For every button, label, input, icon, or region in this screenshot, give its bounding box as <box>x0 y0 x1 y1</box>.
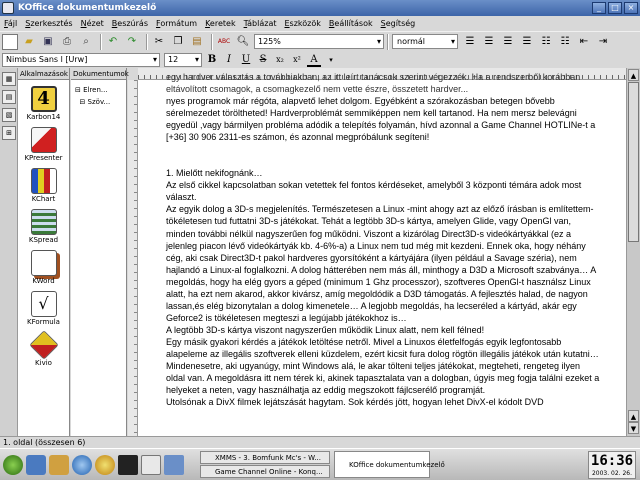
paragraph: Egy másik gyakori kérdés a játékok letöltése netről. Mivel a Linuxos életfelfogás egyik legfontosabb alapeleme az illegális szoftverek elleni küzdelem, ezért kicsit fura dolog rögtön illegális játékok után kutatni… Mindenesetre, aki ugyanúgy, mint Windows alá, le akar tölteni teljes játékokat, megteheti, rengeteg ilyen oldal van. A megoldásra itt nem térek ki, akinek tapasztalata van a dologban, úgyis meg fogja találni ezeket a helyeket a neten, vagy használhatja az eddig megszokott fájlcserélő programját. <box>166 336 600 396</box>
scroll-down-icon[interactable]: ▼ <box>628 422 639 434</box>
app-karbon14[interactable] <box>18 86 69 121</box>
app-label: Kivio <box>35 359 52 367</box>
print-icon[interactable]: ⎙ <box>63 36 71 47</box>
subscript-icon[interactable]: x₂ <box>276 54 284 64</box>
kde-menu-icon[interactable] <box>3 455 23 475</box>
koffice-icon[interactable] <box>164 455 184 475</box>
app-label: KPresenter <box>24 154 63 162</box>
paragraph: Az első cikkel kapcsolatban sokan vetettek fel fontos kérdéseket, amelyből 3 központi témára adok most választ. <box>166 180 582 203</box>
paragraph: Utolsónak a DivX filmek lejátszását hagytam. Sok kérdés jött, hogyan lehet DivX-el kódolt DVD <box>166 397 544 408</box>
font-family-select[interactable]: Nimbus Sans l [Urw] ▾ <box>2 53 160 67</box>
app-kformula[interactable] <box>18 291 69 326</box>
clock-time: 16:36 <box>590 453 634 469</box>
bold-icon[interactable]: B <box>207 53 217 65</box>
document-text[interactable] <box>166 71 600 408</box>
koffice-window-icon[interactable] <box>2 2 14 14</box>
superscript-icon[interactable]: x² <box>293 54 301 64</box>
dropdown-arrow-icon[interactable]: ▾ <box>329 55 333 64</box>
sidebar-tab-applications-icon[interactable]: ▦ <box>2 72 16 86</box>
menu-edit[interactable]: Szerkesztés <box>25 18 73 28</box>
toolbar-separator <box>146 34 148 50</box>
kpresenter-icon <box>31 127 57 153</box>
copy-icon[interactable]: ❐ <box>173 36 183 47</box>
tree-item[interactable]: ⊟ Szöv... <box>75 98 111 106</box>
paragraph-style-select[interactable]: normál ▾ <box>392 34 458 49</box>
align-justify-icon[interactable]: ☰ <box>522 36 532 47</box>
menu-table[interactable]: Táblázat <box>243 18 277 28</box>
window-titlebar <box>0 0 640 16</box>
main-toolbar <box>0 31 640 51</box>
scroll-thumb[interactable] <box>628 82 639 242</box>
scroll-up-icon[interactable]: ▲ <box>628 69 639 81</box>
print-preview-icon[interactable]: ⌕ <box>83 36 89 47</box>
app-kivio[interactable] <box>18 332 69 367</box>
tree-item-label: Elren... <box>83 86 108 94</box>
tree-item-label: Szöv... <box>87 98 111 106</box>
applications-panel <box>18 68 70 436</box>
home-icon[interactable] <box>49 455 69 475</box>
sidebar-tabs <box>0 68 18 436</box>
align-right-icon[interactable]: ☰ <box>503 36 513 47</box>
sidebar-tab-documents-icon[interactable]: ▤ <box>2 90 16 104</box>
blank-line <box>166 155 600 167</box>
find-icon[interactable]: 🔍︎ <box>236 36 250 47</box>
underline-icon[interactable]: U <box>241 53 251 65</box>
format-toolbar <box>0 51 640 68</box>
app-kspread[interactable] <box>18 209 69 244</box>
app-kpresenter[interactable] <box>18 127 69 162</box>
app-label: KWord <box>32 277 55 285</box>
kword-icon <box>31 250 57 276</box>
decrease-indent-icon[interactable]: ⇤ <box>579 36 589 47</box>
strikethrough-icon[interactable]: S <box>259 53 267 65</box>
app-kword[interactable] <box>18 250 69 285</box>
task-list <box>200 451 445 479</box>
documents-panel <box>71 68 127 436</box>
cut-icon[interactable]: ✂ <box>154 36 164 47</box>
menu-frames[interactable]: Keretek <box>205 18 236 28</box>
app-label: Karbon14 <box>26 113 61 121</box>
sidebar-tab-tree-icon[interactable]: ⊞ <box>2 126 16 140</box>
toolbar-separator <box>211 34 213 50</box>
clock-date: 2003. 02. 26. <box>591 470 633 477</box>
document-page[interactable] <box>138 72 626 436</box>
documents-header: Dokumentumok <box>73 70 129 78</box>
kmail-icon[interactable] <box>141 455 161 475</box>
menu-settings[interactable]: Beállítások <box>328 18 373 28</box>
help-icon[interactable] <box>95 455 115 475</box>
menu-format[interactable]: Formátum <box>155 18 198 28</box>
paragraph: Az egyik dolog a 3D-s megjelenítés. Természetesen a Linux -mint ahogy azt az előző írásban is említettem- tökéletesen tud futtatni 3D-s játékokat. Tehát a legtöbb 3D-s kártya, amelyen Glide, vagy OpenGl van, minden további nélkül nagyszerűen fog működni. Viszont a kizárólag Direct3D-s videókártyákkal (ez a jelenleg piacon lévő videókártyák kb. 4-6%-a) a Linux nem tud még mit kezdeni. Ennek oka, hogy néhány cég, aki csak Direct3D-t pakol hardveres gyorsítóként a kártyájára (ilyen például a Savage széria), nem hajlandó a Linux-al foglalkozni. A dolog hátterében nem más áll, minthogy a D3D a Microsoft szabványa… A megoldás, hogy ha elég gyors a géped (minimum 1 Ghz processzor), szoftveres OpenGl-t használsz Linux alatt, ha ezt nem akarod, akkor kivársz, amíg megoldódik a D3D támogatás. A fejlesztés halad, de nagyon lassan,és elég bizonytalan a dolog kimenetele… A legjobb megoldás, ha lecseréled a kártyád, akár egy Geforce2 is tökéletesen megteszi a legújabb játékokhoz is… <box>166 204 596 323</box>
numbered-list-icon[interactable]: ☷ <box>560 36 570 47</box>
window-title: KOffice dokumentumkezelő <box>18 3 157 13</box>
clock[interactable] <box>588 451 636 479</box>
paragraph: nyes programok már régóta, alapvető lehet dolgom. Egyébként a szórakozásban betegen bővebb sérelmezedet töröltheted! Hardverproblémát semmiképpen nem kell tartanod. Ha nem mersz belevágni egyedül ,vagy bármilyen probléma adódik a telepítés folyamán, hívd azonnal a Game Channel HOTLINe-t a [+36] 30 906 2311-es számon, és azonnal megpróbálunk segíteni! <box>166 96 596 143</box>
toolbar-separator <box>387 34 389 50</box>
menu-insert[interactable]: Beszúrás <box>111 18 148 28</box>
bullet-list-icon[interactable]: ☷ <box>541 36 551 47</box>
paste-icon[interactable]: ▤ <box>192 36 202 47</box>
close-button[interactable]: × <box>624 2 638 14</box>
menu-help[interactable]: Segítség <box>380 18 416 28</box>
minimize-button[interactable]: _ <box>592 2 606 14</box>
terminal-icon[interactable] <box>118 455 138 475</box>
spellcheck-icon[interactable]: ABC <box>217 38 231 45</box>
font-size-select[interactable]: 12 ▾ <box>164 53 202 67</box>
blank-line <box>166 143 600 155</box>
menu-tools[interactable]: Eszközök <box>284 18 321 28</box>
vertical-ruler[interactable] <box>128 80 138 436</box>
italic-icon[interactable]: I <box>227 53 231 65</box>
scroll-down-icon[interactable]: ▲ <box>628 410 639 422</box>
kspread-icon <box>31 209 57 235</box>
maximize-button[interactable]: □ <box>608 2 622 14</box>
task-koffice[interactable]: KOffice dokumentumkezelő <box>334 451 430 478</box>
taskbar <box>0 448 640 480</box>
tree-item[interactable]: ⊟ Elren... <box>75 86 108 94</box>
task-konqueror[interactable]: Game Channel Online - Konq... <box>200 465 330 478</box>
sidebar-tab-templates-icon[interactable]: ▧ <box>2 108 16 122</box>
konqueror-icon[interactable] <box>72 455 92 475</box>
menu-bar <box>0 16 640 30</box>
document-tree <box>71 80 126 108</box>
save-icon[interactable]: ▣ <box>43 36 53 47</box>
kivio-icon <box>29 330 58 359</box>
vertical-scrollbar[interactable] <box>626 68 640 436</box>
align-left-icon[interactable]: ☰ <box>465 36 475 47</box>
menu-view[interactable]: Nézet <box>80 18 104 28</box>
karbon-icon: 4 <box>31 86 57 112</box>
kchart-icon <box>31 168 57 194</box>
applications-header: Alkalmazások <box>20 70 68 78</box>
status-bar: 1. oldal (összesen 6) <box>0 436 640 448</box>
app-label: KFormula <box>27 318 60 326</box>
zoom-select[interactable]: 125% ▾ <box>254 34 384 49</box>
section-heading: 1. Mielőtt nekifognánk… <box>166 168 263 179</box>
undo-icon[interactable]: ↶ <box>108 36 118 47</box>
toolbar-separator <box>100 34 102 50</box>
open-folder-icon[interactable]: ▰ <box>25 36 33 47</box>
paragraph: A legtöbb 3D-s kártya viszont nagyszerűen működik Linux alatt, nem kell félned! <box>166 324 485 335</box>
menu-file[interactable]: Fájl <box>4 18 18 28</box>
increase-indent-icon[interactable]: ⇥ <box>598 36 608 47</box>
app-label: KChart <box>31 195 56 203</box>
new-document-icon[interactable] <box>2 34 18 50</box>
app-kchart[interactable] <box>18 168 69 203</box>
task-xmms[interactable]: XMMS - 3. Bomfunk Mc's - W... <box>200 451 330 464</box>
paragraph: egy hardver választás a továbbiakban, az itt leírt tanácsok szerint végezzék. Ha a rendszerből korábban eltávolított csomagok, a csomagkezelő nem vette észre, összetett hardver... <box>166 72 581 95</box>
app-label: KSpread <box>28 236 59 244</box>
redo-icon[interactable]: ↷ <box>127 36 137 47</box>
show-desktop-icon[interactable] <box>26 455 46 475</box>
text-color-icon[interactable]: A <box>307 53 321 67</box>
kformula-icon: √ <box>31 291 57 317</box>
align-center-icon[interactable]: ☰ <box>484 36 494 47</box>
